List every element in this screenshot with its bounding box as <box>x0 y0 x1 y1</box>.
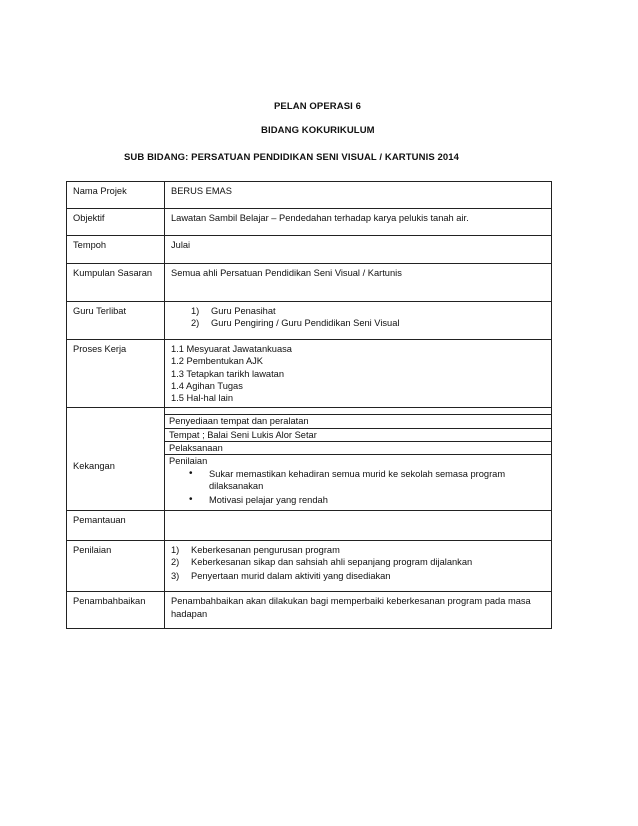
list-text: Guru Penasihat <box>211 306 276 316</box>
table-row <box>67 408 552 510</box>
row-label: Nama Projek <box>67 182 165 209</box>
row-value <box>165 510 552 540</box>
list-text: Guru Pengiring / Guru Pendidikan Seni Visual <box>211 318 400 329</box>
list-number: 2) <box>171 556 180 567</box>
kekangan-bullets <box>169 468 546 507</box>
row-value: Lawatan Sambil Belajar – Pendedahan terhadap karya pelukis tanah air. <box>165 209 552 236</box>
row-value: Penambahbaikan akan dilakukan bagi memperbaiki keberkesanan program pada masa hadapan <box>165 592 552 629</box>
row-label: Penambahbaikan <box>67 592 165 629</box>
list-text: Keberkesanan pengurusan program <box>191 544 340 555</box>
row-label: Guru Terlibat <box>67 302 165 340</box>
table-row <box>67 236 552 264</box>
row-value <box>165 340 552 408</box>
document-subtitle: BIDANG KOKURIKULUM <box>261 125 375 136</box>
row-label: Kumpulan Sasaran <box>67 264 165 302</box>
row-value <box>165 302 552 340</box>
list-item: • Sukar memastikan kehadiran semua murid ke sekolah semasa program dilaksanakan <box>189 468 546 493</box>
row-label: Kekangan <box>67 408 165 510</box>
row-value: Julai <box>165 236 552 264</box>
kekangan-subrow: Penyediaan tempat dan peralatan <box>165 415 551 428</box>
table-row <box>67 264 552 302</box>
guru-list <box>171 305 546 330</box>
row-label: Penilaian <box>67 540 165 592</box>
table-row <box>67 302 552 340</box>
kekangan-last <box>165 455 551 509</box>
row-label: Tempoh <box>67 236 165 264</box>
row-value: Semua ahli Persatuan Pendidikan Seni Visual / Kartunis <box>165 264 552 302</box>
proses-item: 1.2 Pembentukan AJK <box>171 356 263 367</box>
list-number: 3) <box>171 571 180 582</box>
list-text: Penyertaan murid dalam aktiviti yang disediakan <box>191 571 391 582</box>
proses-item: 1.1 Mesyuarat Jawatankuasa <box>171 344 292 354</box>
spacer <box>165 408 551 415</box>
kekangan-subrow: Tempat ; Balai Seni Lukis Alor Setar <box>165 429 551 442</box>
table-row <box>67 182 552 209</box>
penilaian-list <box>171 544 546 583</box>
list-item: • Motivasi pelajar yang rendah <box>189 494 546 506</box>
list-item <box>191 317 546 329</box>
document-title: PELAN OPERASI 6 <box>274 101 362 112</box>
row-label: Proses Kerja <box>67 340 165 408</box>
list-number: 2) <box>191 318 200 329</box>
proses-item: 1.4 Agihan Tugas <box>171 380 243 391</box>
table-row <box>67 209 552 236</box>
list-item <box>171 570 546 582</box>
operation-plan-table <box>66 181 552 629</box>
proses-item: 1.3 Tetapkan tarikh lawatan <box>171 368 285 379</box>
table-row <box>67 340 552 408</box>
sub-bidang-heading: SUB BIDANG: PERSATUAN PENDIDIKAN SENI VISUAL / KARTUNIS 2014 <box>124 152 460 163</box>
kekangan-subrow: Pelaksanaan <box>165 442 551 455</box>
list-number: 1) <box>191 306 200 316</box>
kekangan-subrow: Penilaian <box>169 456 208 467</box>
list-item <box>191 305 546 317</box>
table-row <box>67 592 552 629</box>
table-row <box>67 510 552 540</box>
list-item <box>171 556 546 568</box>
row-label: Objektif <box>67 209 165 236</box>
row-label: Pemantauan <box>67 510 165 540</box>
list-number: 1) <box>171 544 180 555</box>
row-value: BERUS EMAS <box>165 182 552 209</box>
row-value <box>165 540 552 592</box>
list-item <box>171 544 546 556</box>
list-text: Keberkesanan sikap dan sahsiah ahli sepanjang program dijalankan <box>191 556 473 567</box>
table-row <box>67 540 552 592</box>
proses-item: 1.5 Hal-hal lain <box>171 393 234 404</box>
row-value <box>165 408 552 510</box>
